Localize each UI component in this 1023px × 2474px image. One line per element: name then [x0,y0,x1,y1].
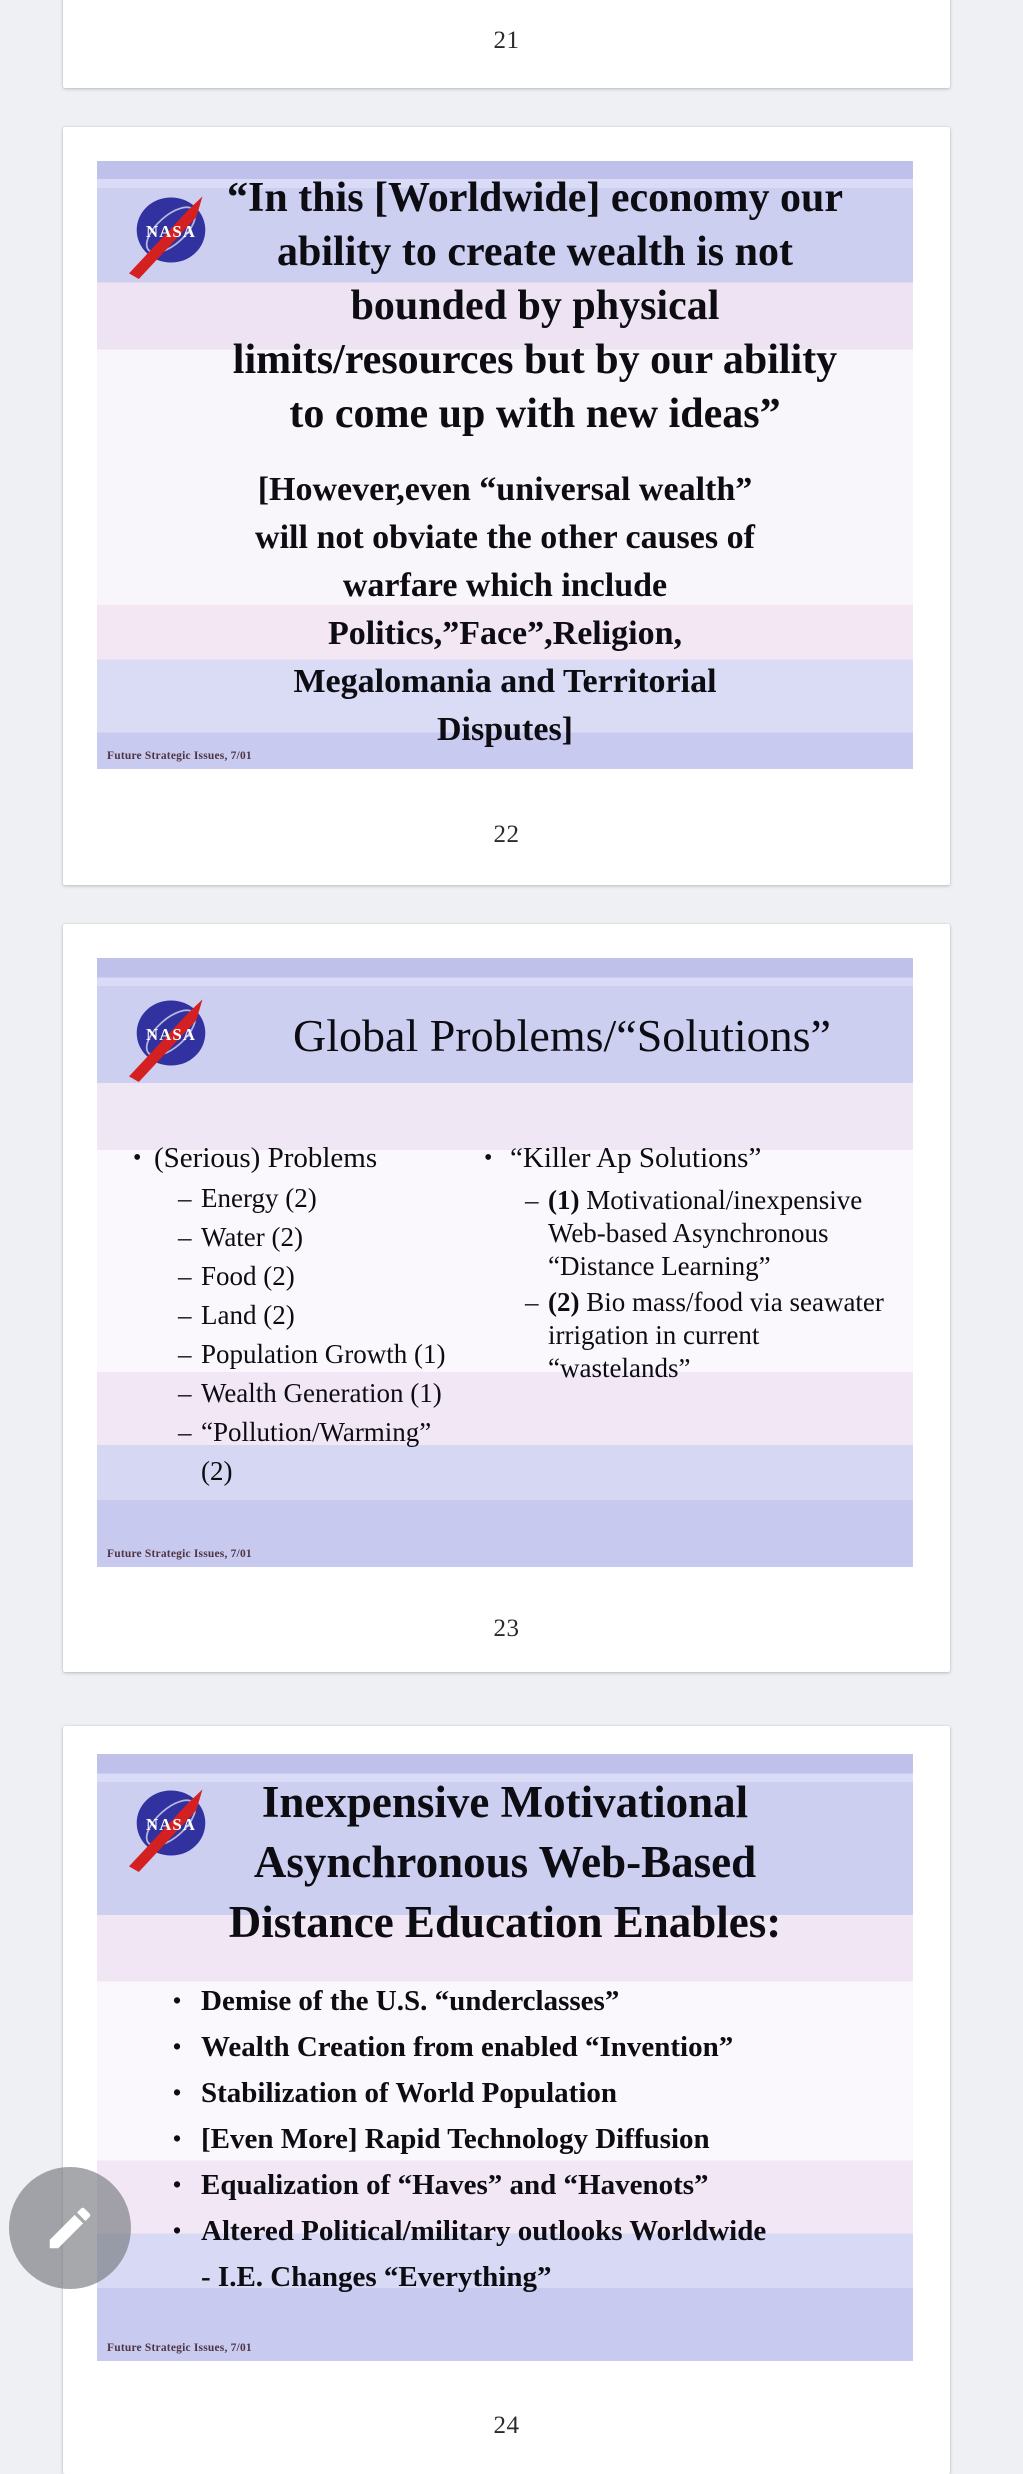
list-item [127,1335,467,1374]
page-number: 23 [493,1615,520,1642]
title-line: Inexpensive Motivational [261,1777,749,1827]
subtitle-line: warfare which include [342,567,668,604]
solutions-header-label: “Killer Ap Solutions” [510,1142,762,1174]
bullet-icon: • [173,2172,182,2197]
list-item-line: Web-based Asynchronous [548,1218,829,1248]
bullet-icon: • [173,2126,182,2151]
nasa-logo-icon [135,998,207,1068]
dash-icon: – [178,1300,192,1330]
list-item [127,1296,467,1335]
page-number: 22 [493,821,520,848]
nasa-logo-text: NASA [146,1025,196,1044]
bullet-icon: • [484,1145,493,1171]
page-24[interactable] [63,1726,950,2474]
solutions-header [481,1138,905,1178]
bullet-icon: • [133,1145,142,1171]
nasa-logo-text: NASA [146,1815,196,1834]
title-line: limits/resources but by our ability [232,337,838,383]
item-number: (2) [548,1287,580,1317]
list-item-line: “Distance Learning” [548,1251,771,1281]
slide-footer-note: Future Strategic Issues, 7/01 [107,2342,252,2354]
problems-header [127,1138,467,1178]
bullet-label: Stabilization of World Population [201,2077,618,2109]
slide-24-bullet-list [97,1978,913,2300]
page-23[interactable] [63,924,950,1672]
bullet-item [97,2208,913,2254]
slide-footer-note: Future Strategic Issues, 7/01 [107,750,252,762]
bullet-item [97,2024,913,2070]
dash-icon: – [525,1287,539,1317]
title-line: Distance Education Enables: [228,1897,782,1947]
slide-23-title: Global Problems/“Solutions” [293,1010,831,1061]
bullet-item [97,2070,913,2116]
slide-23 [97,958,913,1567]
page-22[interactable] [63,127,950,885]
subtitle-line: Megalomania and Territorial [293,663,717,700]
bullet-label: Wealth Creation from enabled “Invention” [201,2031,734,2063]
item-text: Bio mass/food via seawater [586,1287,884,1317]
bullet-item [97,2162,913,2208]
dash-icon: – [178,1339,192,1369]
list-item [127,1218,467,1257]
bullet-continuation: - I.E. Changes “Everything” [201,2261,552,2293]
slide-footer-note: Future Strategic Issues, 7/01 [107,1548,252,1560]
list-item-line [548,1286,905,1319]
dash-icon: – [525,1185,539,1215]
dash-icon: – [178,1222,192,1252]
list-item-label: Food (2) [201,1261,295,1291]
dash-icon: – [178,1417,192,1447]
bullet-item [97,2116,913,2162]
slide-22-title [161,171,909,441]
list-item-label: Land (2) [201,1300,295,1330]
page-number: 21 [493,27,520,54]
bullet-icon: • [173,1988,182,2013]
bullet-label: Altered Political/military outlooks Worldwide [201,2215,767,2247]
list-item-line [548,1184,905,1217]
list-item [127,1179,467,1218]
nasa-logo-text: NASA [146,222,196,241]
list-item-label: Water (2) [201,1222,304,1252]
list-item-line: “wastelands” [548,1353,691,1383]
title-line: ability to create wealth is not [277,229,793,275]
subtitle-line: [However,even “universal wealth” [257,471,753,508]
list-item-label: Wealth Generation (1) [201,1378,442,1408]
title-line: bounded by physical [350,283,720,329]
dash-icon: – [178,1261,192,1291]
subtitle-line: will not obviate the other causes of [255,519,755,556]
dash-icon: – [178,1378,192,1408]
subtitle-line: Politics,”Face”,Religion, [327,615,683,652]
list-item-label: Energy (2) [201,1183,317,1213]
title-line: “In this [Worldwide] economy our [226,175,843,221]
dash-icon: – [178,1183,192,1213]
slide-22-subtitle [97,466,913,754]
list-item [127,1374,467,1413]
problems-header-label: (Serious) Problems [154,1142,378,1174]
slide-24-title [97,1772,913,1952]
bullet-icon: • [173,2034,182,2059]
item-number: (1) [548,1185,580,1215]
page-number: 24 [493,2412,520,2439]
list-item-label: Population Growth (1) [201,1339,446,1369]
bullet-icon: • [173,2218,182,2243]
list-item [481,1286,905,1385]
edit-fab[interactable] [9,2167,131,2289]
bullet-label: Demise of the U.S. “underclasses” [201,1985,620,2017]
list-item [127,1413,467,1491]
list-item [127,1257,467,1296]
bullet-label: Equalization of “Haves” and “Havenots” [201,2169,709,2201]
list-item-line: irrigation in current [548,1320,760,1350]
title-line: to come up with new ideas” [289,391,781,437]
slide-22 [97,161,913,769]
subtitle-line: Disputes] [436,711,574,748]
solutions-column [481,1138,905,1385]
bullet-icon: • [173,2080,182,2105]
page-21[interactable] [63,0,950,88]
pencil-icon [43,2201,97,2255]
list-item [481,1184,905,1283]
bullet-item [97,1978,913,2024]
list-item-label: “Pollution/Warming” (2) [201,1417,432,1486]
problems-column [127,1138,467,1491]
bullet-label: [Even More] Rapid Technology Diffusion [201,2123,710,2155]
item-text: Motivational/inexpensive [586,1185,863,1215]
title-line: Asynchronous Web-Based [253,1837,757,1887]
slide-24 [97,1754,913,2361]
